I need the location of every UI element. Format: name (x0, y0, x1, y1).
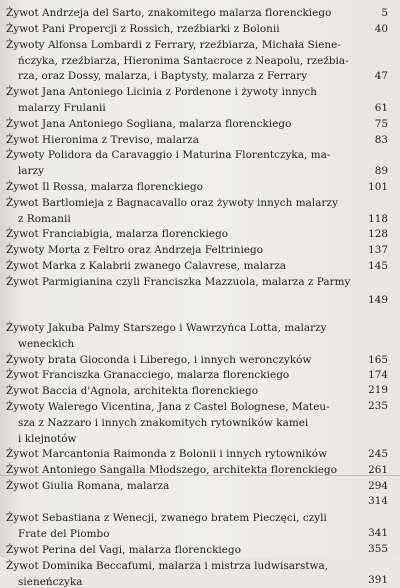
toc-entry-title-line: sieneńczyka (18, 576, 83, 588)
toc-page-number: 137 (368, 244, 388, 256)
toc-entry-title-line: Żywot Baccia d'Agnola, architekta florenckiego (6, 385, 259, 397)
toc-entry-title-line: Żywot Perina del Vagi, malarza florenckiego (6, 544, 242, 556)
toc-entry-title-line: Żywot Jana Antoniego Sogliana, malarza florenckiego (6, 118, 292, 130)
toc-page-number: 145 (368, 260, 388, 272)
toc-entry-title-line: Żywoty Polidora da Caravaggio i Maturina Florentczyka, ma- (6, 149, 331, 161)
toc-entry-title-line: Żywoty brata Gioconda i Liberego, i innych weronczyków (6, 354, 312, 366)
toc-page-number: 75 (374, 118, 388, 130)
toc-page-number: 341 (368, 527, 388, 539)
toc-entry-title-line: rza, oraz Dossy, malarza, i Baptysty, malarza z Ferrary (18, 70, 308, 82)
toc-page-number: 128 (368, 228, 388, 240)
toc-entry-title-line: ńczyka, rzeźbiarza, Hieronima Santacroce z Neapolu, rzeźbia- (18, 55, 349, 67)
toc-page-number: 245 (368, 448, 388, 460)
toc-page-number: 235 (368, 400, 388, 412)
toc-page-number: 149 (368, 294, 388, 306)
toc-entry-title-line: Żywoty Walerego Vicentina, Jana z Castel Bolognese, Mateu- (6, 401, 330, 413)
toc-entry-title-line: malarzy Frulanii (18, 102, 106, 114)
toc-entry-title-line: Żywot Antoniego Sangalla Młodszego, architekta florenckiego (6, 464, 338, 476)
toc-entry-title-line: weneckich (18, 338, 75, 350)
toc-entry-title-line: Żywot Marcantonia Raimonda z Bolonii i innych rytowników (6, 448, 328, 460)
toc-entry-title-line: Żywot Sebastiana z Wenecji, zwanego bratem Pieczęci, czyli (6, 512, 327, 524)
toc-entry-title-line: Żywot Il Rossa, malarza florenckiego (6, 181, 204, 193)
toc-entry-title-line: Żywot Pani Propercji z Rossich, rzeźbiarki z Bolonii (6, 23, 280, 35)
toc-entry-title-line: z Romanii (18, 213, 71, 225)
toc-page-number: 261 (368, 464, 388, 476)
toc-entry-title-line: Żywot Hieronima z Treviso, malarza (6, 134, 199, 146)
toc-page-number: 83 (374, 134, 388, 146)
toc-entry-title-line: Żywot Franciabigia, malarza florenckiego (6, 228, 229, 240)
toc-page-number: 118 (368, 213, 388, 225)
toc-entry-title-line: larzy (18, 165, 45, 177)
toc-entry-title-line: Żywot Dominika Beccafumi, malarza i mistrza ludwisarstwa, (6, 560, 329, 572)
toc-page-number: 165 (368, 354, 388, 366)
toc-entry-title-line: Żywot Andrzeja del Sarto, znakomitego malarza florenckiego (6, 7, 332, 19)
toc-page-number: 101 (368, 181, 388, 193)
toc-entry-title-line: Żywoty Morta z Feltro oraz Andrzeja Feltriniego (6, 244, 264, 256)
toc-page-number: 314 (368, 495, 388, 507)
toc-page-number: 174 (368, 369, 388, 381)
toc-page-number: 355 (368, 543, 388, 555)
toc-entry-title-line: Żywot Giulia Romana, malarza (6, 480, 170, 492)
toc-entry-title-line: Żywoty Alfonsa Lombardi z Ferrary, rzeźbiarza, Michała Siene- (6, 39, 341, 51)
toc-entry-title-line: Żywot Bartlomieja z Bagnacavallo oraz żywoty innych malarzy (6, 197, 338, 209)
toc-entry-title-line: Żywot Parmigianina czyli Franciszka Mazzuola, malarza z Parmy (6, 276, 351, 288)
toc-entry-title-line: Żywot Marka z Kalabrii zwanego Calavrese, malarza (6, 260, 287, 272)
toc-page-number: 219 (368, 384, 388, 396)
toc-entry-title-line: Żywoty Jakuba Palmy Starszego i Wawrzyńca Lotta, malarzy (6, 322, 327, 334)
toc-entry-title-line: Żywot Jana Antoniego Licinia z Pordenone i żywoty innych (6, 86, 317, 98)
toc-entry-title-line: sza z Nazzaro i innych znakomitych rytowników kamei (18, 417, 309, 429)
toc-page-number: 89 (374, 165, 388, 177)
toc-page-number: 40 (374, 23, 388, 35)
toc-entry-title-line: Żywot Franciszka Granacciego, malarza florenckiego (6, 369, 290, 381)
toc-page-number: 5 (381, 7, 388, 19)
toc-entry-title-line: i klejnotów (18, 433, 77, 445)
toc-page-number: 391 (368, 574, 388, 586)
toc-page-number: 294 (368, 480, 388, 492)
toc-page-number: 61 (374, 102, 388, 114)
toc-page-number: 47 (374, 70, 388, 82)
toc-entry-title-line: Frate del Piombo (18, 528, 110, 540)
